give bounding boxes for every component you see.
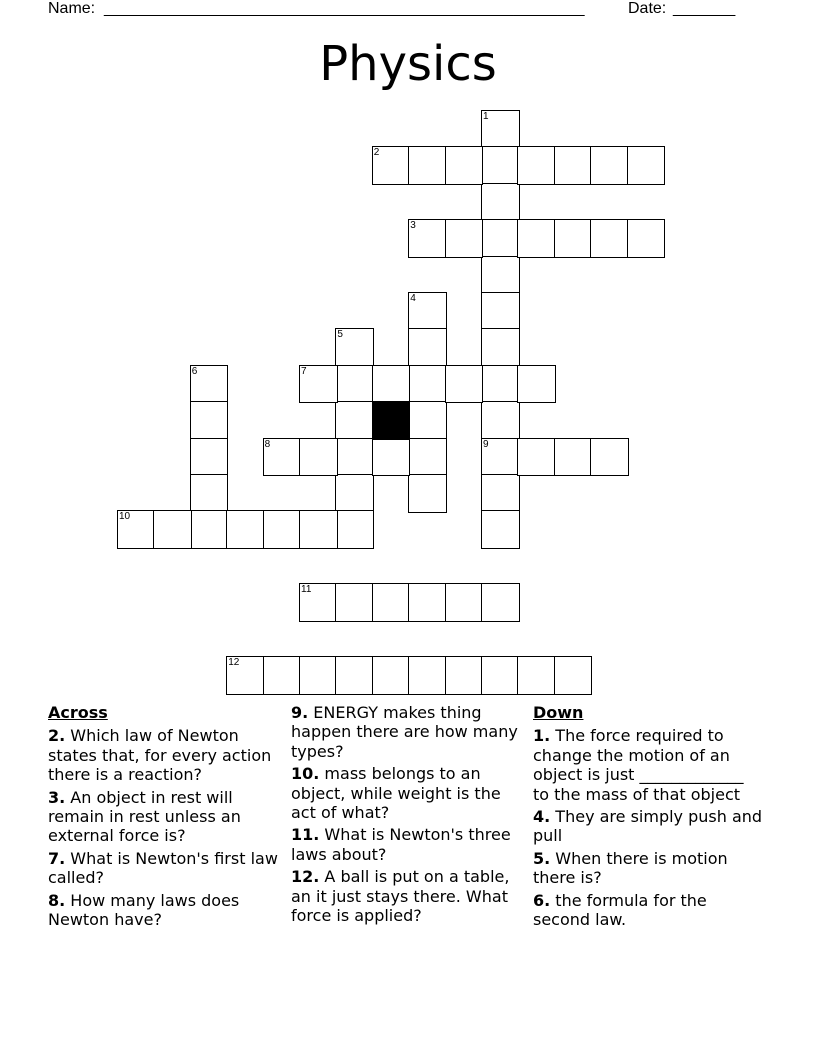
grid-cell[interactable] (190, 474, 229, 513)
clue-text: A ball is put on a table, an it just stays there. What force is applied? (291, 867, 510, 926)
clue-text: mass belongs to an object, while weight is the act of what? (291, 764, 501, 823)
clue-item (48, 726, 284, 784)
grid-cell[interactable] (408, 292, 447, 331)
grid-cell[interactable] (590, 146, 629, 185)
clue-text: They are simply push and pull (533, 807, 763, 846)
clue-number: 6. (533, 890, 551, 910)
clue-number: 11. (291, 825, 320, 845)
clue-number: 9. (291, 703, 309, 722)
clue-number: 12. (291, 867, 320, 887)
grid-cell[interactable] (408, 219, 447, 258)
grid-cell[interactable] (517, 219, 556, 258)
clue-number: 7 (301, 365, 307, 377)
grid-cell[interactable] (481, 365, 520, 404)
clue-text: Which law of Newton states that, for every action there is a reaction? (48, 726, 272, 785)
clue-text: How many laws does Newton have? (48, 890, 240, 930)
grid-cell[interactable] (481, 474, 520, 513)
clue-number: 5 (337, 329, 343, 341)
clue-text: What is Newton's three laws about? (291, 825, 511, 864)
down-clues-column (533, 703, 763, 932)
across-clues-column-1 (48, 703, 284, 932)
grid-cell[interactable] (263, 510, 302, 549)
clue-number: 7. (48, 848, 66, 868)
grid-cell[interactable] (372, 656, 411, 695)
name-field[interactable]: ______________________________________________________ (104, 0, 585, 17)
grid-cell[interactable] (554, 438, 593, 477)
clue-text: When there is motion there is? (533, 848, 728, 888)
clue-item (533, 726, 763, 804)
clue-number: 1. (533, 726, 551, 746)
grid-cell[interactable] (335, 474, 374, 513)
grid-cell[interactable] (590, 219, 629, 258)
grid-cell[interactable] (372, 583, 411, 622)
date-field[interactable]: _______ (673, 0, 736, 17)
grid-cell[interactable] (190, 510, 229, 549)
grid-cell[interactable] (481, 328, 520, 367)
grid-cell[interactable] (299, 656, 338, 695)
grid-cell[interactable] (335, 583, 374, 622)
grid-cell[interactable] (481, 183, 520, 222)
grid-cell[interactable] (481, 110, 520, 149)
grid-cell[interactable] (517, 146, 556, 185)
clue-text: the formula for the second law. (533, 890, 707, 930)
grid-cell[interactable] (445, 656, 484, 695)
clue-item (48, 849, 284, 888)
grid-cell[interactable] (190, 365, 229, 404)
clue-number: 8. (48, 890, 66, 910)
grid-cell[interactable] (408, 328, 447, 367)
clue-item (533, 807, 763, 846)
grid-cell[interactable] (299, 365, 338, 404)
grid-cell[interactable] (372, 365, 411, 404)
grid-cell[interactable] (372, 438, 411, 477)
clue-item (48, 891, 284, 930)
grid-cell[interactable] (554, 219, 593, 258)
grid-cell[interactable] (481, 583, 520, 622)
grid-cell[interactable] (335, 328, 374, 367)
clue-number: 2 (373, 147, 380, 159)
grid-cell[interactable] (335, 510, 374, 549)
down-heading: Down (533, 703, 584, 722)
clue-number: 10. (291, 764, 320, 784)
grid-cell[interactable] (117, 510, 156, 549)
grid-cell[interactable] (517, 365, 556, 404)
grid-cell[interactable] (554, 656, 593, 695)
grid-cell[interactable] (263, 438, 302, 477)
clue-text: ENERGY makes thing happen there are how many types? (291, 703, 518, 761)
grid-cell[interactable] (554, 146, 593, 185)
page-title: Physics (319, 36, 497, 92)
grid-cell[interactable] (481, 146, 520, 185)
date-label: Date: (628, 0, 667, 17)
grid-cell[interactable] (481, 510, 520, 549)
grid-cell[interactable] (408, 438, 447, 477)
clue-number: 1 (483, 111, 489, 122)
clue-text: What is Newton's first law called? (48, 848, 278, 888)
clue-number: 5. (533, 848, 551, 868)
clue-number: 4. (533, 807, 551, 827)
name-label: Name: (48, 0, 96, 17)
grid-cell[interactable] (408, 401, 447, 440)
clue-number: 8 (264, 438, 271, 450)
clue-number: 9 (483, 438, 489, 450)
clue-item (533, 849, 763, 888)
grid-cell[interactable] (299, 583, 338, 622)
grid-cell[interactable] (263, 656, 302, 695)
grid-cell[interactable] (335, 401, 374, 440)
grid-cell[interactable] (590, 438, 629, 477)
grid-cell[interactable] (408, 146, 447, 185)
grid-cell[interactable] (299, 438, 338, 477)
clue-number: 11 (301, 584, 312, 596)
grid-cell[interactable] (226, 656, 265, 695)
grid-cell[interactable] (481, 438, 520, 477)
grid-cell[interactable] (481, 256, 520, 295)
grid-cell[interactable] (481, 292, 520, 331)
grid-cell[interactable] (481, 656, 520, 695)
grid-cell[interactable] (408, 365, 447, 404)
grid-cell[interactable] (481, 401, 520, 440)
clue-item (291, 703, 521, 761)
across-heading: Across (48, 703, 108, 722)
grid-cell[interactable] (445, 583, 484, 622)
grid-cell[interactable] (299, 510, 338, 549)
clue-text: The force required to change the motion of an object is just _____________ to the mass of that object (533, 726, 744, 804)
blocked-cell (372, 401, 411, 440)
grid-cell[interactable] (408, 583, 447, 622)
clue-item (48, 788, 284, 846)
across-clues-column-2 (291, 703, 521, 928)
grid-cell[interactable] (445, 219, 484, 258)
grid-cell[interactable] (372, 146, 411, 185)
grid-cell[interactable] (517, 656, 556, 695)
grid-cell[interactable] (517, 438, 556, 477)
grid-cell[interactable] (627, 219, 666, 258)
grid-cell[interactable] (335, 365, 374, 404)
clue-number: 4 (410, 293, 416, 304)
grid-cell[interactable] (153, 510, 192, 549)
grid-cell[interactable] (445, 146, 484, 185)
grid-cell[interactable] (335, 438, 374, 477)
clue-number: 12 (228, 657, 240, 668)
grid-cell[interactable] (481, 219, 520, 258)
clue-item (291, 825, 521, 864)
grid-cell[interactable] (408, 656, 447, 695)
grid-cell[interactable] (226, 510, 265, 549)
clue-item (291, 867, 521, 925)
grid-cell[interactable] (190, 401, 229, 440)
clue-number: 10 (119, 511, 131, 523)
clue-text: An object in rest will remain in rest unless an external force is? (48, 787, 241, 846)
grid-cell[interactable] (627, 146, 666, 185)
clue-item (291, 764, 521, 822)
clue-number: 3. (48, 787, 66, 807)
grid-cell[interactable] (190, 438, 229, 477)
grid-cell[interactable] (445, 365, 484, 404)
grid-cell[interactable] (408, 474, 447, 513)
clue-number: 6 (191, 365, 198, 377)
clue-number: 2. (48, 726, 66, 746)
grid-cell[interactable] (335, 656, 374, 695)
clue-number: 3 (410, 220, 416, 232)
clue-item (533, 891, 763, 930)
